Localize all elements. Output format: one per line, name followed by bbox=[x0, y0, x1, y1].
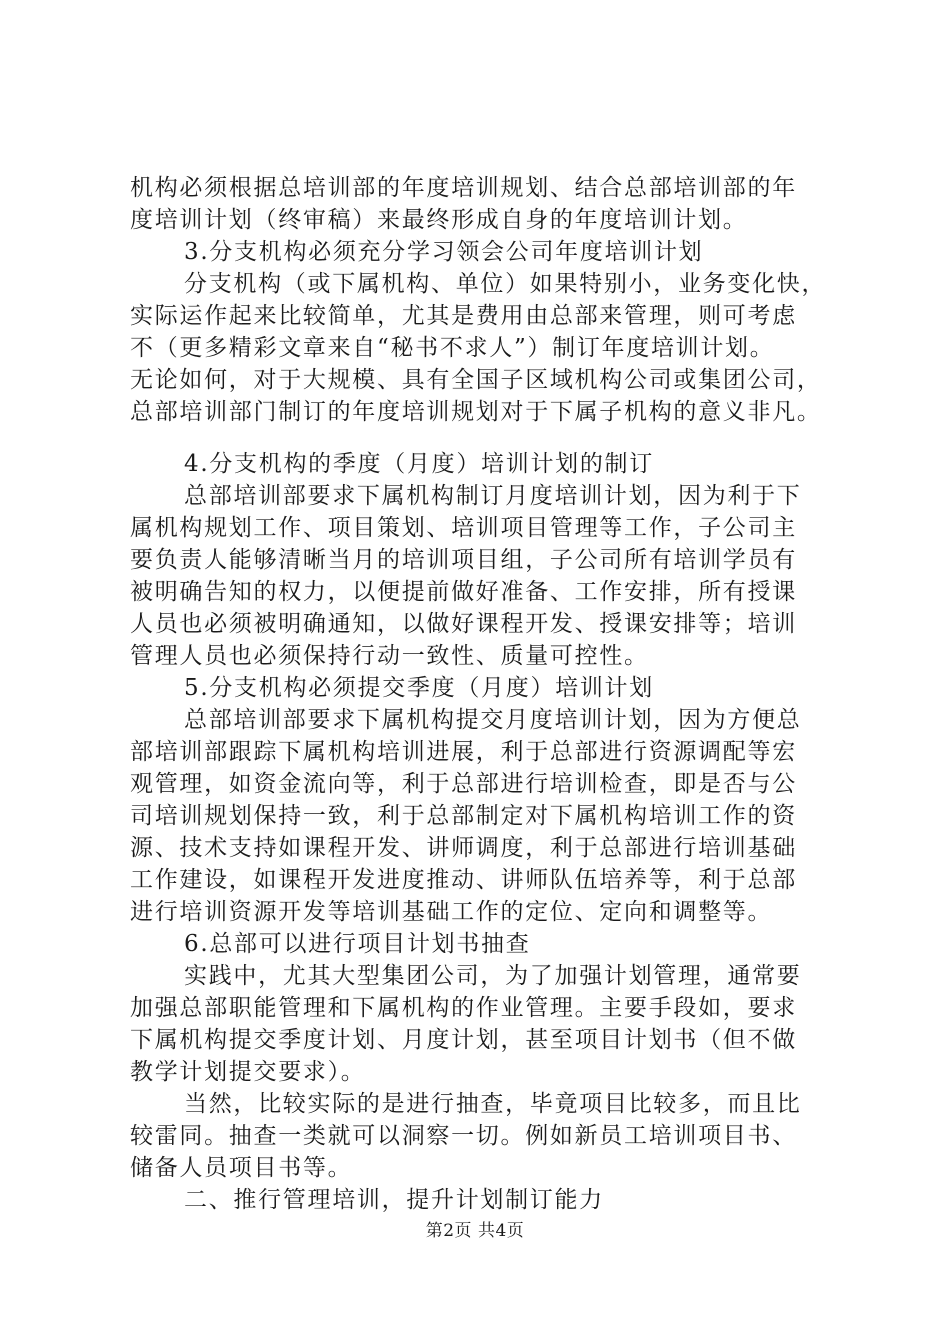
paragraph-line: 无论如何，对于大规模、具有全国子区域机构公司或集团公司， bbox=[130, 367, 822, 393]
section-heading-6: 6.总部可以进行项目计划书抽查 bbox=[184, 931, 531, 957]
paragraph-line: 司培训规划保持一致，利于总部制定对下属机构培训工作的资 bbox=[130, 803, 797, 829]
section-heading-part-2: 二、推行管理培训，提升计划制订能力 bbox=[184, 1187, 604, 1213]
paragraph-line: 进行培训资源开发等培训基础工作的定位、定向和调整等。 bbox=[130, 899, 773, 925]
section-heading-5: 5.分支机构必须提交季度（月度）培训计划 bbox=[184, 675, 654, 701]
paragraph-line: 要负责人能够清晰当月的培训项目组，子公司所有培训学员有 bbox=[130, 547, 797, 573]
paragraph-line: 总部培训部要求下属机构提交月度培训计划，因为方便总 bbox=[184, 707, 802, 733]
paragraph-line: 分支机构（或下属机构、单位）如果特别小，业务变化快， bbox=[184, 271, 827, 297]
paragraph-line: 加强总部职能管理和下属机构的作业管理。主要手段如，要求 bbox=[130, 995, 797, 1021]
paragraph-line: 总部培训部门制订的年度培训规划对于下属子机构的意义非凡。 bbox=[130, 399, 822, 425]
paragraph-line: 被明确告知的权力，以便提前做好准备、工作安排，所有授课 bbox=[130, 579, 797, 605]
paragraph-line: 观管理，如资金流向等，利于总部进行培训检查，即是否与公 bbox=[130, 771, 797, 797]
paragraph-line: 教学计划提交要求）。 bbox=[130, 1059, 366, 1085]
paragraph-line: 度培训计划（终审稿）来最终形成自身的年度培训计划。 bbox=[130, 207, 748, 233]
section-heading-4: 4.分支机构的季度（月度）培训计划的制订 bbox=[184, 451, 654, 477]
paragraph-line: 当然，比较实际的是进行抽查，毕竟项目比较多，而且比 bbox=[184, 1091, 802, 1117]
document-body bbox=[130, 172, 842, 1216]
paragraph-line: 储备人员项目书等。 bbox=[130, 1155, 353, 1181]
paragraph-line: 不（更多精彩文章来自“秘书不求人”）制订年度培训计划。 bbox=[130, 335, 775, 361]
paragraph-line: 管理人员也必须保持行动一致性、质量可控性。 bbox=[130, 643, 649, 669]
paragraph-line: 人员也必须被明确通知，以做好课程开发、授课安排等；培训 bbox=[130, 611, 797, 637]
paragraph-line: 实际运作起来比较简单，尤其是费用由总部来管理，则可考虑 bbox=[130, 303, 797, 329]
paragraph-line: 下属机构提交季度计划、月度计划，甚至项目计划书（但不做 bbox=[130, 1027, 797, 1053]
paragraph-line: 部培训部跟踪下属机构培训进展，利于总部进行资源调配等宏 bbox=[130, 739, 797, 765]
paragraph-line: 工作建设，如课程开发进度推动、讲师队伍培养等，利于总部 bbox=[130, 867, 797, 893]
paragraph-line: 源、技术支持如课程开发、讲师调度，利于总部进行培训基础 bbox=[130, 835, 797, 861]
paragraph-gap bbox=[130, 428, 842, 448]
paragraph-line: 机构必须根据总培训部的年度培训规划、结合总部培训部的年 bbox=[130, 175, 797, 201]
paragraph-line: 实践中，尤其大型集团公司，为了加强计划管理，通常要 bbox=[184, 963, 802, 989]
paragraph-line: 较雷同。抽查一类就可以洞察一切。例如新员工培训项目书、 bbox=[130, 1123, 797, 1149]
paragraph-line: 属机构规划工作、项目策划、培训项目管理等工作，子公司主 bbox=[130, 515, 797, 541]
paragraph-line: 总部培训部要求下属机构制订月度培训计划，因为利于下 bbox=[184, 483, 802, 509]
section-heading-3: 3.分支机构必须充分学习领会公司年度培训计划 bbox=[184, 239, 704, 265]
page-number-footer: 第2页 共4页 bbox=[425, 1221, 525, 1241]
